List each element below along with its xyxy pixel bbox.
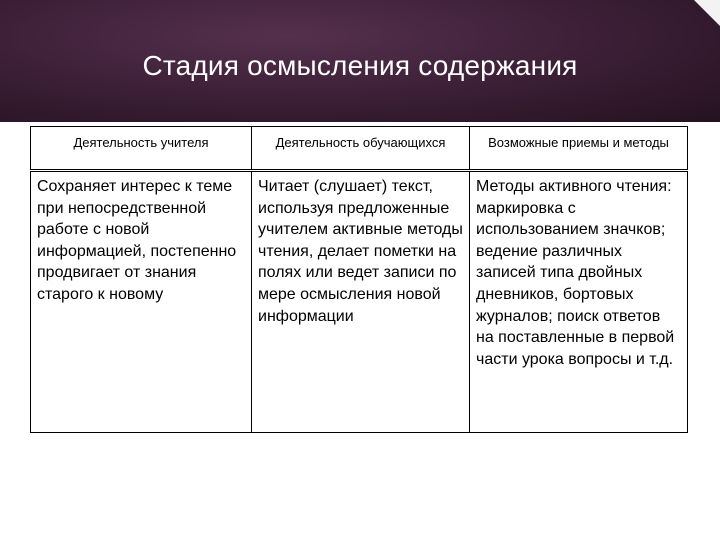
cell-student-activity: Читает (слушает) текст, используя предложенные учителем активные методы чтения, делает пометки на полях или ведет записи по мере осмысления новой информации <box>252 171 470 433</box>
content-table <box>30 126 688 433</box>
cell-teacher-activity: Сохраняет интерес к теме при непосредственной работе с новой информацией, постепенно продвигает от знания старого к новому <box>31 171 252 433</box>
slide-title: Стадия осмысления содержания <box>142 50 578 81</box>
slide-header <box>0 0 720 122</box>
header-student-activity: Деятельность обучающихся <box>252 127 470 171</box>
header-methods: Возможные приемы и методы <box>470 127 688 171</box>
table-row <box>31 171 688 433</box>
corner-decoration <box>694 0 720 26</box>
cell-methods: Методы активного чтения: маркировка с использованием значков; ведение различных записей типа двойных дневников, бортовых журналов; поиск ответов на поставленные в первой части урока вопросы и т.д. <box>470 171 688 433</box>
table-header-row <box>31 127 688 171</box>
header-teacher-activity: Деятельность учителя <box>31 127 252 171</box>
